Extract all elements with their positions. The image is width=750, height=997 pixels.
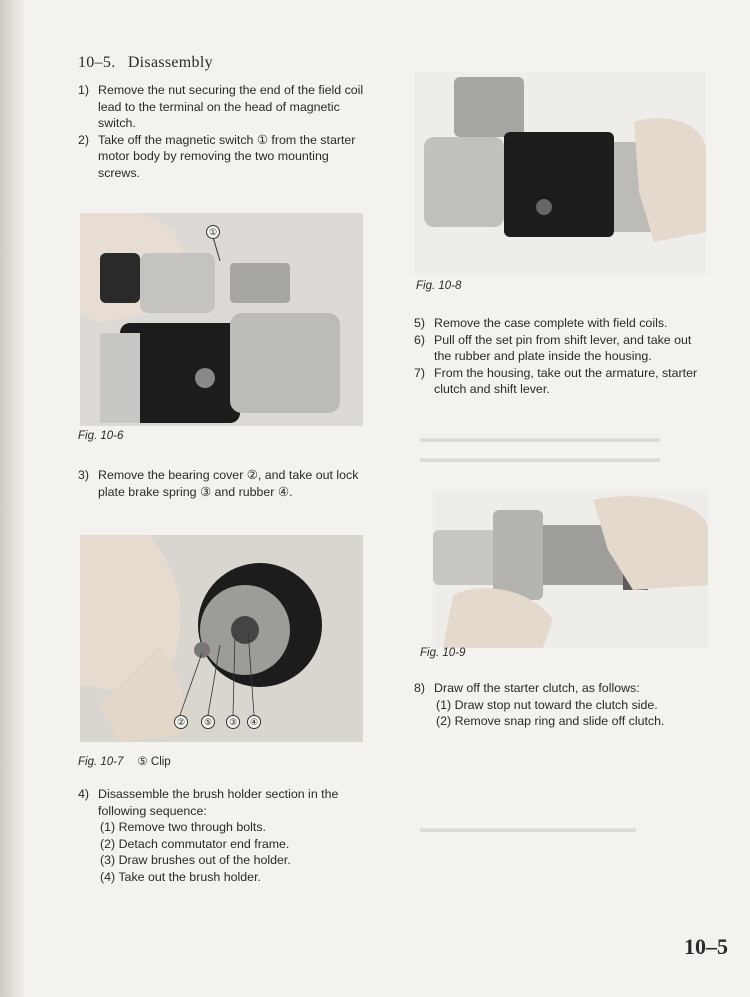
list-item: 5) Remove the case complete with field coils.: [414, 316, 668, 330]
list-item: 1) Remove the nut securing the end of the field coil lead to the terminal on the head of magnetic switch.: [78, 83, 364, 130]
callout-3: ③: [226, 715, 240, 729]
steps-list: [414, 315, 709, 398]
list-item: 4) Disassemble the brush holder section in the following sequence: (1) Remove two through bolts. (2) Detach commutator end frame. (3) Draw brushes out of the holder. (4) Take out the brush holder.: [78, 786, 370, 885]
sub-step: (1) Draw stop nut toward the clutch side.: [436, 697, 658, 712]
callout-2: ②: [174, 715, 188, 729]
reverse-page-bleed: ▬▬▬▬▬▬▬▬▬▬▬▬▬▬▬▬▬▬▬▬: [420, 431, 660, 445]
page-number: 10–5: [684, 934, 728, 959]
clip-note: ⑤ Clip: [137, 756, 171, 768]
list-item: 7) From the housing, take out the armature, starter clutch and shift lever.: [414, 365, 698, 396]
list-item: 8) Draw off the starter clutch, as follows: (1) Draw stop nut toward the clutch side. (2) Remove snap ring and slide off clutch.: [414, 680, 714, 730]
binding-shadow: [0, 0, 26, 997]
reverse-page-bleed: ▬▬▬▬▬▬▬▬▬▬▬▬▬▬▬▬▬▬▬▬: [420, 451, 660, 465]
sub-step: (1) Remove two through bolts.: [100, 820, 266, 834]
list-item: 3) Remove the bearing cover ②, and take out lock plate brake spring ③ and rubber ④.: [78, 468, 359, 499]
steps-list: [414, 680, 714, 730]
section-number: 10–5.: [78, 54, 116, 71]
fig-10-7-photo: [80, 535, 363, 742]
list-item: 2) Take off the magnetic switch ① from the starter motor body by removing the two mounting screws.: [78, 132, 356, 180]
steps-list: [78, 82, 368, 181]
sub-step: (2) Detach commutator end frame.: [100, 836, 290, 851]
section-heading: [78, 54, 213, 72]
sub-step: (3) Draw brushes out of the holder.: [100, 853, 291, 867]
fig-10-9-photo: [433, 490, 708, 648]
fig-10-7-caption: Fig. 10-7 ⑤ Clip: [78, 756, 171, 768]
fig-10-6-photo: [80, 213, 363, 426]
fig-10-8-photo: [414, 72, 706, 274]
sub-step: (2) Remove snap ring and slide off clutch.: [436, 714, 665, 728]
steps-list: [78, 786, 370, 885]
fig-10-9-caption: Fig. 10-9: [420, 647, 466, 659]
sub-step: (4) Take out the brush holder.: [100, 869, 261, 884]
fig-10-8-caption: Fig. 10-8: [416, 280, 462, 292]
sub-steps: [98, 819, 370, 885]
steps-list: [78, 467, 368, 500]
list-item: 6) Pull off the set pin from shift lever, and take out the rubber and plate inside the housing.: [414, 332, 692, 363]
reverse-page-bleed: ▬▬▬▬▬▬▬▬▬▬▬▬▬▬▬▬▬▬: [420, 821, 636, 835]
sub-steps: [434, 697, 714, 730]
callout-1: ①: [206, 225, 220, 239]
callout-5: ⑤: [201, 715, 215, 729]
fig-10-6-caption: Fig. 10-6: [78, 430, 124, 442]
section-title: Disassembly: [127, 54, 213, 71]
callout-4: ④: [247, 715, 261, 729]
